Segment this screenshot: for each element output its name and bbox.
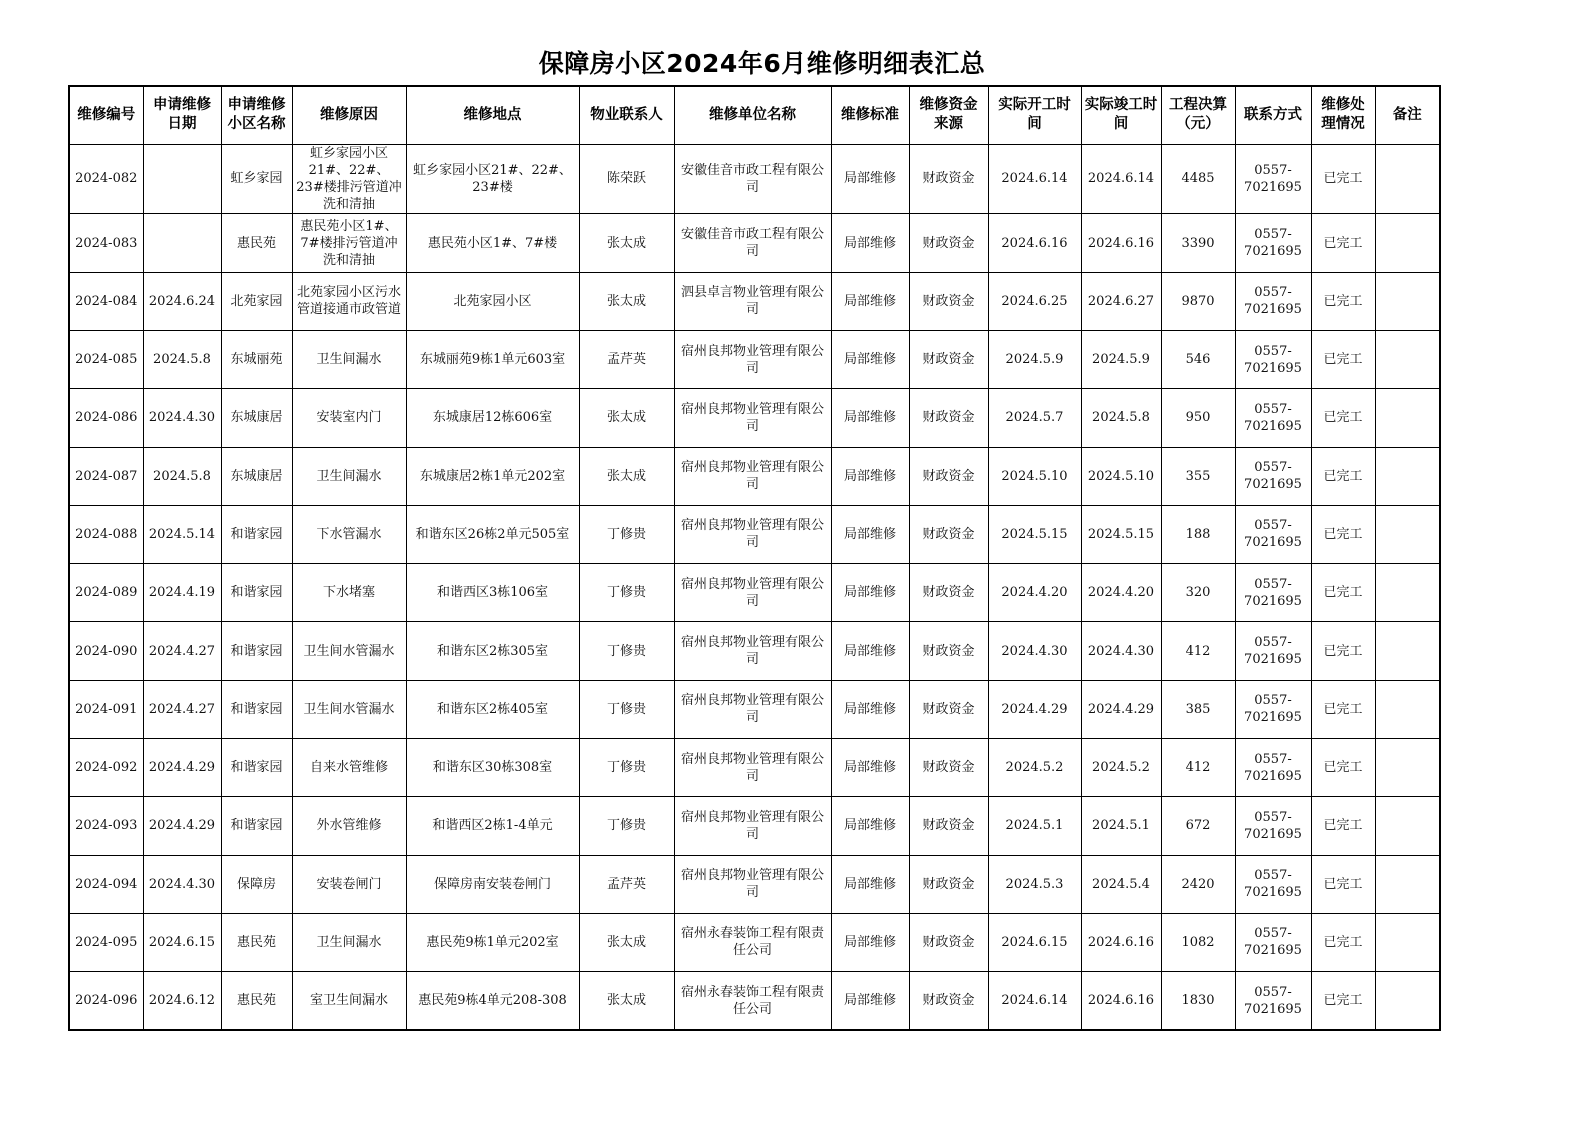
cell-reason: 室卫生间漏水 bbox=[292, 972, 406, 1030]
cell-contractor: 安徽佳音市政工程有限公司 bbox=[674, 144, 831, 214]
cell-contractor: 宿州良邦物业管理有限公司 bbox=[674, 447, 831, 505]
cell-fund-source: 财政资金 bbox=[909, 797, 988, 855]
cell-start-date: 2024.4.30 bbox=[988, 622, 1081, 680]
cell-phone: 0557-7021695 bbox=[1235, 680, 1311, 738]
table-row bbox=[69, 272, 1440, 330]
cell-community: 北苑家园 bbox=[221, 272, 292, 330]
cell-contractor: 宿州永春装饰工程有限责任公司 bbox=[674, 972, 831, 1030]
cell-phone: 0557-7021695 bbox=[1235, 272, 1311, 330]
cell-start-date: 2024.5.1 bbox=[988, 797, 1081, 855]
cell-contractor: 宿州良邦物业管理有限公司 bbox=[674, 797, 831, 855]
cell-start-date: 2024.6.14 bbox=[988, 972, 1081, 1030]
cell-fund-source: 财政资金 bbox=[909, 622, 988, 680]
cell-end-date: 2024.5.9 bbox=[1081, 331, 1161, 389]
cell-reason: 卫生间水管漏水 bbox=[292, 622, 406, 680]
cell-end-date: 2024.5.15 bbox=[1081, 505, 1161, 563]
cell-apply-date: 2024.4.30 bbox=[143, 389, 221, 447]
cell-note bbox=[1375, 972, 1440, 1030]
repair-detail-table bbox=[68, 85, 1441, 1031]
cell-contractor: 宿州良邦物业管理有限公司 bbox=[674, 855, 831, 913]
cell-status: 已完工 bbox=[1311, 564, 1375, 622]
cell-end-date: 2024.5.4 bbox=[1081, 855, 1161, 913]
cell-apply-date bbox=[143, 214, 221, 272]
cell-standard: 局部维修 bbox=[831, 331, 909, 389]
cell-standard: 局部维修 bbox=[831, 972, 909, 1030]
cell-repair-id: 2024-086 bbox=[69, 389, 143, 447]
cell-reason: 虹乡家园小区21#、22#、23#楼排污管道冲洗和清抽 bbox=[292, 144, 406, 214]
cell-standard: 局部维修 bbox=[831, 797, 909, 855]
cell-phone: 0557-7021695 bbox=[1235, 564, 1311, 622]
cell-note bbox=[1375, 505, 1440, 563]
cell-location: 惠民苑9栋1单元202室 bbox=[406, 913, 579, 971]
cell-contractor: 宿州良邦物业管理有限公司 bbox=[674, 564, 831, 622]
cell-location: 和谐东区2栋405室 bbox=[406, 680, 579, 738]
cell-fund-source: 财政资金 bbox=[909, 972, 988, 1030]
cell-start-date: 2024.5.9 bbox=[988, 331, 1081, 389]
cell-standard: 局部维修 bbox=[831, 680, 909, 738]
cell-status: 已完工 bbox=[1311, 144, 1375, 214]
cell-cost: 320 bbox=[1161, 564, 1235, 622]
cell-phone: 0557-7021695 bbox=[1235, 389, 1311, 447]
cell-cost: 385 bbox=[1161, 680, 1235, 738]
cell-end-date: 2024.4.20 bbox=[1081, 564, 1161, 622]
cell-end-date: 2024.5.8 bbox=[1081, 389, 1161, 447]
cell-apply-date: 2024.4.19 bbox=[143, 564, 221, 622]
cell-status: 已完工 bbox=[1311, 389, 1375, 447]
table-row bbox=[69, 855, 1440, 913]
cell-note bbox=[1375, 855, 1440, 913]
table-row bbox=[69, 505, 1440, 563]
table-row bbox=[69, 214, 1440, 272]
cell-standard: 局部维修 bbox=[831, 144, 909, 214]
cell-status: 已完工 bbox=[1311, 214, 1375, 272]
cell-cost: 4485 bbox=[1161, 144, 1235, 214]
cell-phone: 0557-7021695 bbox=[1235, 972, 1311, 1030]
cell-community: 东城康居 bbox=[221, 389, 292, 447]
col-header-location: 维修地点 bbox=[406, 86, 579, 144]
cell-reason: 卫生间漏水 bbox=[292, 447, 406, 505]
cell-repair-id: 2024-092 bbox=[69, 738, 143, 796]
cell-phone: 0557-7021695 bbox=[1235, 331, 1311, 389]
cell-note bbox=[1375, 913, 1440, 971]
cell-note bbox=[1375, 144, 1440, 214]
cell-phone: 0557-7021695 bbox=[1235, 622, 1311, 680]
cell-apply-date: 2024.5.8 bbox=[143, 447, 221, 505]
cell-repair-id: 2024-082 bbox=[69, 144, 143, 214]
cell-standard: 局部维修 bbox=[831, 564, 909, 622]
cell-location: 东城康居12栋606室 bbox=[406, 389, 579, 447]
cell-contact-person: 张太成 bbox=[579, 272, 674, 330]
col-header-standard: 维修标准 bbox=[831, 86, 909, 144]
cell-end-date: 2024.6.16 bbox=[1081, 913, 1161, 971]
cell-status: 已完工 bbox=[1311, 913, 1375, 971]
cell-status: 已完工 bbox=[1311, 505, 1375, 563]
cell-end-date: 2024.5.10 bbox=[1081, 447, 1161, 505]
cell-status: 已完工 bbox=[1311, 972, 1375, 1030]
cell-repair-id: 2024-094 bbox=[69, 855, 143, 913]
table-row bbox=[69, 389, 1440, 447]
cell-contractor: 宿州良邦物业管理有限公司 bbox=[674, 389, 831, 447]
cell-contractor: 泗县卓言物业管理有限公司 bbox=[674, 272, 831, 330]
cell-repair-id: 2024-087 bbox=[69, 447, 143, 505]
cell-standard: 局部维修 bbox=[831, 214, 909, 272]
cell-fund-source: 财政资金 bbox=[909, 505, 988, 563]
cell-contact-person: 丁修贵 bbox=[579, 738, 674, 796]
cell-contact-person: 丁修贵 bbox=[579, 797, 674, 855]
cell-cost: 1082 bbox=[1161, 913, 1235, 971]
cell-location: 和谐西区3栋106室 bbox=[406, 564, 579, 622]
col-header-start-date: 实际开工时间 bbox=[988, 86, 1081, 144]
col-header-cost: 工程决算（元） bbox=[1161, 86, 1235, 144]
cell-cost: 2420 bbox=[1161, 855, 1235, 913]
cell-apply-date: 2024.6.12 bbox=[143, 972, 221, 1030]
cell-end-date: 2024.5.2 bbox=[1081, 738, 1161, 796]
cell-status: 已完工 bbox=[1311, 272, 1375, 330]
cell-contractor: 宿州良邦物业管理有限公司 bbox=[674, 680, 831, 738]
cell-community: 东城康居 bbox=[221, 447, 292, 505]
cell-apply-date: 2024.6.24 bbox=[143, 272, 221, 330]
cell-phone: 0557-7021695 bbox=[1235, 738, 1311, 796]
cell-reason: 卫生间漏水 bbox=[292, 331, 406, 389]
cell-standard: 局部维修 bbox=[831, 622, 909, 680]
cell-status: 已完工 bbox=[1311, 680, 1375, 738]
cell-repair-id: 2024-095 bbox=[69, 913, 143, 971]
cell-standard: 局部维修 bbox=[831, 855, 909, 913]
cell-repair-id: 2024-085 bbox=[69, 331, 143, 389]
col-header-community: 申请维修小区名称 bbox=[221, 86, 292, 144]
cell-fund-source: 财政资金 bbox=[909, 855, 988, 913]
col-header-id: 维修编号 bbox=[69, 86, 143, 144]
cell-cost: 412 bbox=[1161, 738, 1235, 796]
cell-community: 和谐家园 bbox=[221, 622, 292, 680]
cell-note bbox=[1375, 331, 1440, 389]
cell-contractor: 宿州良邦物业管理有限公司 bbox=[674, 505, 831, 563]
cell-apply-date: 2024.4.29 bbox=[143, 738, 221, 796]
cell-note bbox=[1375, 680, 1440, 738]
cell-location: 和谐东区26栋2单元505室 bbox=[406, 505, 579, 563]
cell-fund-source: 财政资金 bbox=[909, 447, 988, 505]
cell-fund-source: 财政资金 bbox=[909, 564, 988, 622]
col-header-apply-date: 申请维修日期 bbox=[143, 86, 221, 144]
cell-phone: 0557-7021695 bbox=[1235, 144, 1311, 214]
cell-phone: 0557-7021695 bbox=[1235, 447, 1311, 505]
cell-contact-person: 陈荣跃 bbox=[579, 144, 674, 214]
cell-repair-id: 2024-093 bbox=[69, 797, 143, 855]
table-row bbox=[69, 447, 1440, 505]
cell-reason: 惠民苑小区1#、7#楼排污管道冲洗和清抽 bbox=[292, 214, 406, 272]
cell-cost: 546 bbox=[1161, 331, 1235, 389]
col-header-fund-source: 维修资金来源 bbox=[909, 86, 988, 144]
cell-standard: 局部维修 bbox=[831, 447, 909, 505]
table-row bbox=[69, 972, 1440, 1030]
cell-fund-source: 财政资金 bbox=[909, 144, 988, 214]
cell-community: 惠民苑 bbox=[221, 214, 292, 272]
cell-apply-date: 2024.4.30 bbox=[143, 855, 221, 913]
cell-contact-person: 张太成 bbox=[579, 972, 674, 1030]
cell-status: 已完工 bbox=[1311, 855, 1375, 913]
cell-note bbox=[1375, 389, 1440, 447]
cell-standard: 局部维修 bbox=[831, 738, 909, 796]
cell-start-date: 2024.5.15 bbox=[988, 505, 1081, 563]
cell-note bbox=[1375, 797, 1440, 855]
cell-phone: 0557-7021695 bbox=[1235, 797, 1311, 855]
col-header-note: 备注 bbox=[1375, 86, 1440, 144]
cell-end-date: 2024.6.16 bbox=[1081, 972, 1161, 1030]
cell-contact-person: 张太成 bbox=[579, 913, 674, 971]
cell-community: 和谐家园 bbox=[221, 797, 292, 855]
cell-apply-date bbox=[143, 144, 221, 214]
table-row bbox=[69, 738, 1440, 796]
cell-reason: 自来水管维修 bbox=[292, 738, 406, 796]
cell-cost: 672 bbox=[1161, 797, 1235, 855]
cell-fund-source: 财政资金 bbox=[909, 272, 988, 330]
cell-status: 已完工 bbox=[1311, 622, 1375, 680]
cell-reason: 北苑家园小区污水管道接通市政管道 bbox=[292, 272, 406, 330]
cell-standard: 局部维修 bbox=[831, 272, 909, 330]
table-row bbox=[69, 564, 1440, 622]
cell-reason: 下水管漏水 bbox=[292, 505, 406, 563]
cell-location: 惠民苑小区1#、7#楼 bbox=[406, 214, 579, 272]
cell-standard: 局部维修 bbox=[831, 913, 909, 971]
cell-contact-person: 张太成 bbox=[579, 389, 674, 447]
cell-community: 和谐家园 bbox=[221, 564, 292, 622]
cell-end-date: 2024.6.27 bbox=[1081, 272, 1161, 330]
cell-contact-person: 孟芹英 bbox=[579, 855, 674, 913]
cell-reason: 卫生间水管漏水 bbox=[292, 680, 406, 738]
cell-contact-person: 张太成 bbox=[579, 214, 674, 272]
cell-note bbox=[1375, 447, 1440, 505]
cell-start-date: 2024.6.15 bbox=[988, 913, 1081, 971]
cell-reason: 安装卷闸门 bbox=[292, 855, 406, 913]
cell-end-date: 2024.6.16 bbox=[1081, 214, 1161, 272]
cell-contractor: 宿州永春装饰工程有限责任公司 bbox=[674, 913, 831, 971]
cell-location: 虹乡家园小区21#、22#、23#楼 bbox=[406, 144, 579, 214]
cell-end-date: 2024.4.29 bbox=[1081, 680, 1161, 738]
cell-reason: 安装室内门 bbox=[292, 389, 406, 447]
cell-fund-source: 财政资金 bbox=[909, 738, 988, 796]
cell-status: 已完工 bbox=[1311, 797, 1375, 855]
cell-apply-date: 2024.5.8 bbox=[143, 331, 221, 389]
table-row bbox=[69, 797, 1440, 855]
cell-start-date: 2024.5.3 bbox=[988, 855, 1081, 913]
table-header-row bbox=[69, 86, 1440, 144]
table-row bbox=[69, 913, 1440, 971]
cell-note bbox=[1375, 622, 1440, 680]
cell-location: 和谐东区30栋308室 bbox=[406, 738, 579, 796]
cell-location: 和谐东区2栋305室 bbox=[406, 622, 579, 680]
cell-location: 北苑家园小区 bbox=[406, 272, 579, 330]
cell-start-date: 2024.6.16 bbox=[988, 214, 1081, 272]
cell-start-date: 2024.6.14 bbox=[988, 144, 1081, 214]
cell-end-date: 2024.5.1 bbox=[1081, 797, 1161, 855]
cell-community: 和谐家园 bbox=[221, 505, 292, 563]
cell-repair-id: 2024-089 bbox=[69, 564, 143, 622]
cell-phone: 0557-7021695 bbox=[1235, 214, 1311, 272]
cell-start-date: 2024.6.25 bbox=[988, 272, 1081, 330]
cell-note bbox=[1375, 564, 1440, 622]
cell-start-date: 2024.4.20 bbox=[988, 564, 1081, 622]
cell-fund-source: 财政资金 bbox=[909, 913, 988, 971]
cell-apply-date: 2024.5.14 bbox=[143, 505, 221, 563]
cell-note bbox=[1375, 738, 1440, 796]
cell-standard: 局部维修 bbox=[831, 389, 909, 447]
cell-contact-person: 丁修贵 bbox=[579, 680, 674, 738]
cell-standard: 局部维修 bbox=[831, 505, 909, 563]
cell-repair-id: 2024-084 bbox=[69, 272, 143, 330]
cell-cost: 950 bbox=[1161, 389, 1235, 447]
cell-contact-person: 丁修贵 bbox=[579, 505, 674, 563]
cell-start-date: 2024.5.2 bbox=[988, 738, 1081, 796]
col-header-contractor: 维修单位名称 bbox=[674, 86, 831, 144]
cell-reason: 卫生间漏水 bbox=[292, 913, 406, 971]
cell-contractor: 宿州良邦物业管理有限公司 bbox=[674, 738, 831, 796]
cell-community: 和谐家园 bbox=[221, 738, 292, 796]
cell-status: 已完工 bbox=[1311, 738, 1375, 796]
cell-phone: 0557-7021695 bbox=[1235, 913, 1311, 971]
cell-community: 惠民苑 bbox=[221, 913, 292, 971]
table-row bbox=[69, 331, 1440, 389]
cell-apply-date: 2024.6.15 bbox=[143, 913, 221, 971]
cell-contractor: 宿州良邦物业管理有限公司 bbox=[674, 622, 831, 680]
col-header-contact-person: 物业联系人 bbox=[579, 86, 674, 144]
cell-repair-id: 2024-091 bbox=[69, 680, 143, 738]
cell-start-date: 2024.4.29 bbox=[988, 680, 1081, 738]
table-body bbox=[69, 144, 1440, 1030]
cell-community: 虹乡家园 bbox=[221, 144, 292, 214]
cell-fund-source: 财政资金 bbox=[909, 331, 988, 389]
cell-contact-person: 张太成 bbox=[579, 447, 674, 505]
cell-reason: 外水管维修 bbox=[292, 797, 406, 855]
cell-repair-id: 2024-096 bbox=[69, 972, 143, 1030]
cell-status: 已完工 bbox=[1311, 447, 1375, 505]
cell-start-date: 2024.5.10 bbox=[988, 447, 1081, 505]
col-header-status: 维修处理情况 bbox=[1311, 86, 1375, 144]
cell-start-date: 2024.5.7 bbox=[988, 389, 1081, 447]
cell-community: 东城丽苑 bbox=[221, 331, 292, 389]
cell-community: 和谐家园 bbox=[221, 680, 292, 738]
cell-reason: 下水堵塞 bbox=[292, 564, 406, 622]
cell-contractor: 宿州良邦物业管理有限公司 bbox=[674, 331, 831, 389]
cell-location: 东城丽苑9栋1单元603室 bbox=[406, 331, 579, 389]
cell-apply-date: 2024.4.27 bbox=[143, 680, 221, 738]
cell-cost: 9870 bbox=[1161, 272, 1235, 330]
cell-cost: 3390 bbox=[1161, 214, 1235, 272]
cell-fund-source: 财政资金 bbox=[909, 214, 988, 272]
table-row bbox=[69, 622, 1440, 680]
cell-community: 惠民苑 bbox=[221, 972, 292, 1030]
cell-note bbox=[1375, 214, 1440, 272]
cell-contact-person: 孟芹英 bbox=[579, 331, 674, 389]
cell-fund-source: 财政资金 bbox=[909, 389, 988, 447]
cell-contact-person: 丁修贵 bbox=[579, 564, 674, 622]
cell-cost: 412 bbox=[1161, 622, 1235, 680]
cell-location: 惠民苑9栋4单元208-308 bbox=[406, 972, 579, 1030]
col-header-reason: 维修原因 bbox=[292, 86, 406, 144]
cell-end-date: 2024.6.14 bbox=[1081, 144, 1161, 214]
cell-contact-person: 丁修贵 bbox=[579, 622, 674, 680]
cell-apply-date: 2024.4.27 bbox=[143, 622, 221, 680]
cell-cost: 355 bbox=[1161, 447, 1235, 505]
cell-community: 保障房 bbox=[221, 855, 292, 913]
cell-location: 保障房南安装卷闸门 bbox=[406, 855, 579, 913]
cell-cost: 188 bbox=[1161, 505, 1235, 563]
cell-location: 东城康居2栋1单元202室 bbox=[406, 447, 579, 505]
table-row bbox=[69, 680, 1440, 738]
cell-repair-id: 2024-088 bbox=[69, 505, 143, 563]
cell-repair-id: 2024-090 bbox=[69, 622, 143, 680]
cell-repair-id: 2024-083 bbox=[69, 214, 143, 272]
cell-location: 和谐西区2栋1-4单元 bbox=[406, 797, 579, 855]
page-title: 保障房小区2024年6月维修明细表汇总 bbox=[538, 49, 986, 78]
cell-apply-date: 2024.4.29 bbox=[143, 797, 221, 855]
cell-cost: 1830 bbox=[1161, 972, 1235, 1030]
col-header-phone: 联系方式 bbox=[1235, 86, 1311, 144]
cell-fund-source: 财政资金 bbox=[909, 680, 988, 738]
cell-phone: 0557-7021695 bbox=[1235, 855, 1311, 913]
cell-status: 已完工 bbox=[1311, 331, 1375, 389]
cell-end-date: 2024.4.30 bbox=[1081, 622, 1161, 680]
cell-phone: 0557-7021695 bbox=[1235, 505, 1311, 563]
col-header-end-date: 实际竣工时间 bbox=[1081, 86, 1161, 144]
cell-contractor: 安徽佳音市政工程有限公司 bbox=[674, 214, 831, 272]
table-row bbox=[69, 144, 1440, 214]
cell-note bbox=[1375, 272, 1440, 330]
